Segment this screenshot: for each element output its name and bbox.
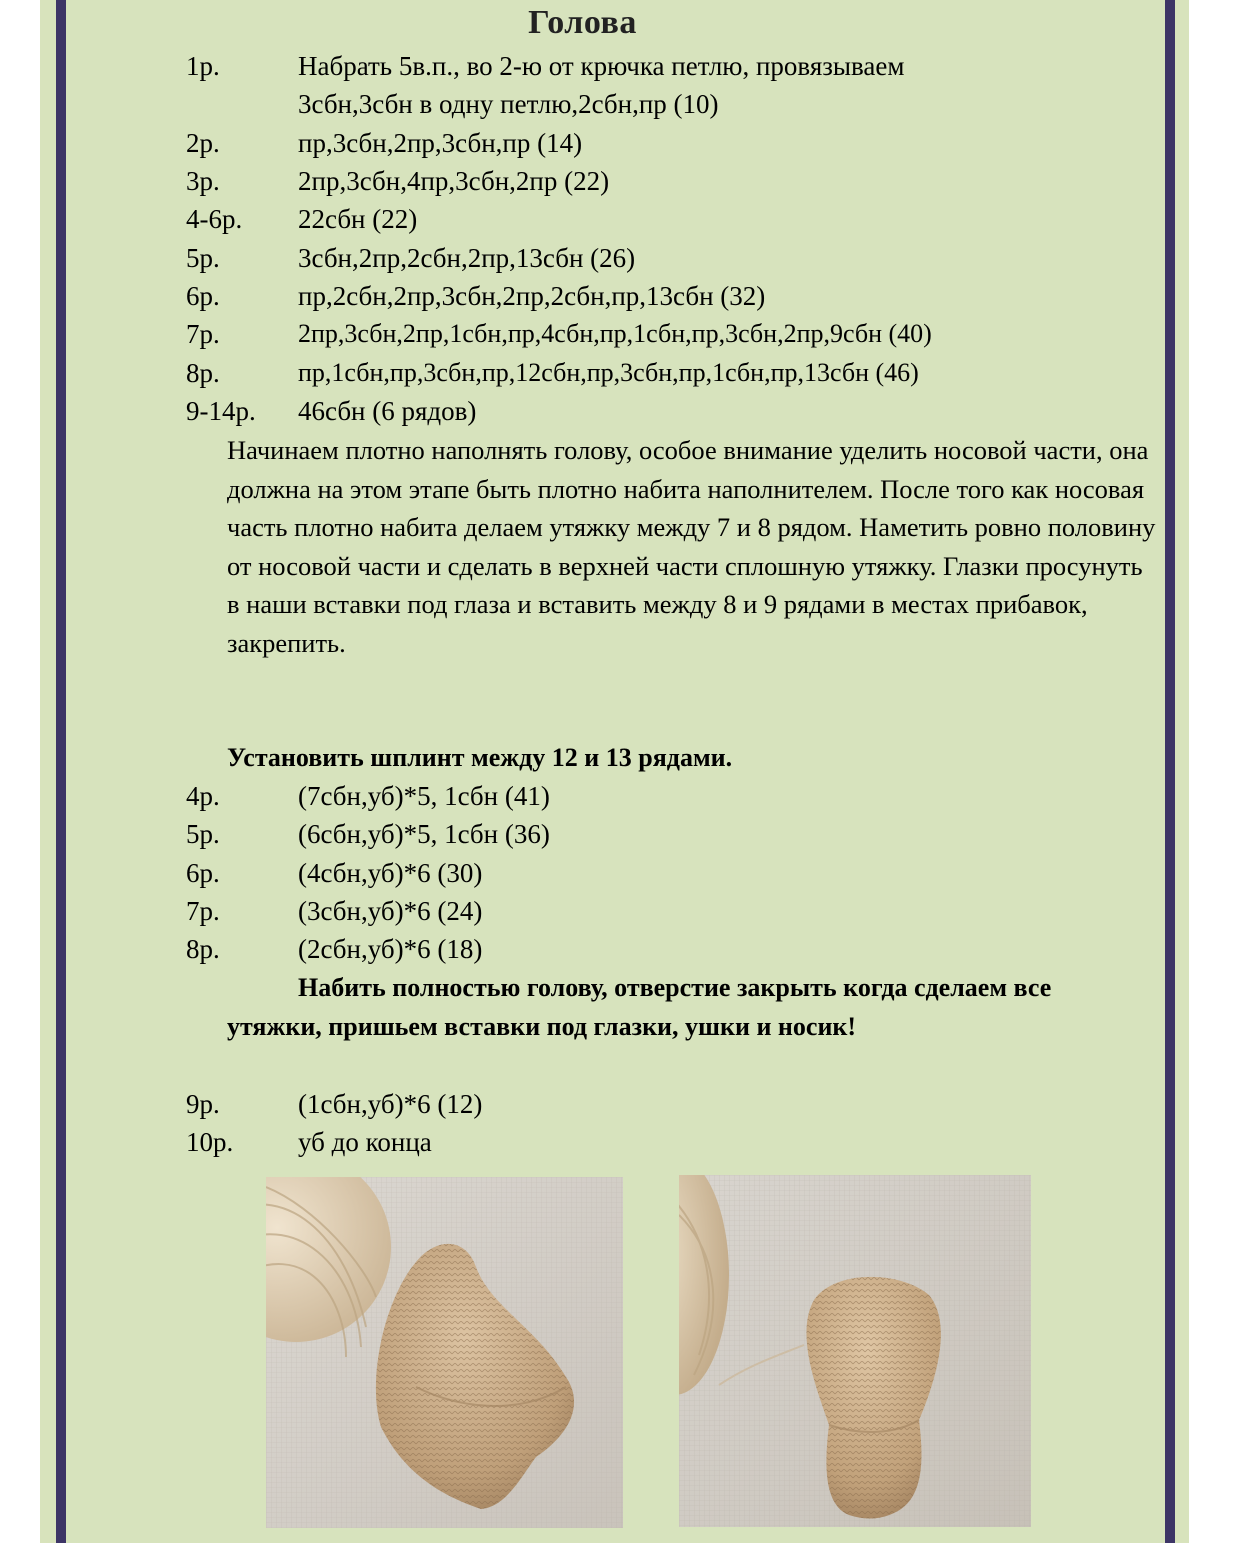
- row-text: 46сбн (6 рядов): [298, 396, 477, 426]
- instruction-bold-1: Установить шплинт между 12 и 13 рядами.: [227, 743, 733, 772]
- page-title: Голова: [528, 4, 637, 41]
- row-label: 1р.: [186, 51, 220, 81]
- row-text: 3сбн,2пр,2сбн,2пр,13сбн (26): [298, 243, 636, 273]
- row-label: 7р.: [186, 319, 220, 349]
- instruction-bold-2: Набить полностью голову, отверстие закрыть когда сделаем все утяжки, пришьем вставки под глазки, ушки и носик!: [227, 973, 1052, 1041]
- row-text: 2пр,3сбн,4пр,3сбн,2пр (22): [298, 166, 610, 196]
- row-label: 8р.: [186, 358, 220, 388]
- row-text: (4сбн,уб)*6 (30): [298, 858, 483, 888]
- row-label: 2р.: [186, 128, 220, 158]
- row-text: (7сбн,уб)*5, 1сбн (41): [298, 781, 550, 811]
- row-label: 6р.: [186, 281, 220, 311]
- row-text: пр,3сбн,2пр,3сбн,пр (14): [298, 128, 583, 158]
- crochet-head-front-image: [679, 1175, 1031, 1527]
- crochet-head-side-image: [266, 1177, 623, 1528]
- row-text-continued: 3сбн,3сбн в одну петлю,2сбн,пр (10): [298, 89, 719, 119]
- row-label: 5р.: [186, 243, 220, 273]
- row-text: пр,1сбн,пр,3сбн,пр,12сбн,пр,3сбн,пр,1сбн,пр,13сбн (46): [298, 358, 919, 387]
- row-label: 3р.: [186, 166, 220, 196]
- row-label: 4-6р.: [186, 204, 243, 234]
- row-text: Набрать 5в.п., во 2-ю от крючка петлю, провязываем: [298, 51, 905, 81]
- row-text: уб до конца: [298, 1127, 432, 1157]
- row-text: (1сбн,уб)*6 (12): [298, 1089, 483, 1119]
- row-text: пр,2сбн,2пр,3сбн,2пр,2сбн,пр,13сбн (32): [298, 281, 766, 311]
- row-label: 4р.: [186, 781, 220, 811]
- border-bar-left: [56, 0, 66, 1543]
- border-bar-right: [1165, 0, 1175, 1543]
- row-label: 9р.: [186, 1089, 220, 1119]
- row-label: 7р.: [186, 896, 220, 926]
- row-text: (3сбн,уб)*6 (24): [298, 896, 483, 926]
- photo-crochet-head-front: [679, 1175, 1031, 1527]
- photo-crochet-head-side: [266, 1177, 623, 1528]
- row-label: 5р.: [186, 819, 220, 849]
- row-label: 8р.: [186, 934, 220, 964]
- row-text: (2сбн,уб)*6 (18): [298, 934, 483, 964]
- row-text: 22сбн (22): [298, 204, 418, 234]
- row-text: 2пр,3сбн,2пр,1сбн,пр,4сбн,пр,1сбн,пр,3сбн,2пр,9сбн (40): [298, 319, 932, 348]
- outer-frame-right: [1175, 0, 1189, 1543]
- row-label: 9-14р.: [186, 396, 256, 426]
- row-label: 6р.: [186, 858, 220, 888]
- instruction-paragraph: Начинаем плотно наполнять голову, особое внимание уделить носовой части, она должна на этом этапе быть плотно набита наполнителем. После того как носовая часть плотно набита делаем утяжку между 7 и 8 рядом. Наметить ровно половину от носовой части и сделать в верхней части сплошную утяжку. Глазки просунуть в наши вставки под глаза и вставить между 8 и 9 рядами в местах прибавок, закрепить.: [227, 435, 1156, 658]
- row-label: 10р.: [186, 1127, 234, 1157]
- row-text: (6сбн,уб)*5, 1сбн (36): [298, 819, 550, 849]
